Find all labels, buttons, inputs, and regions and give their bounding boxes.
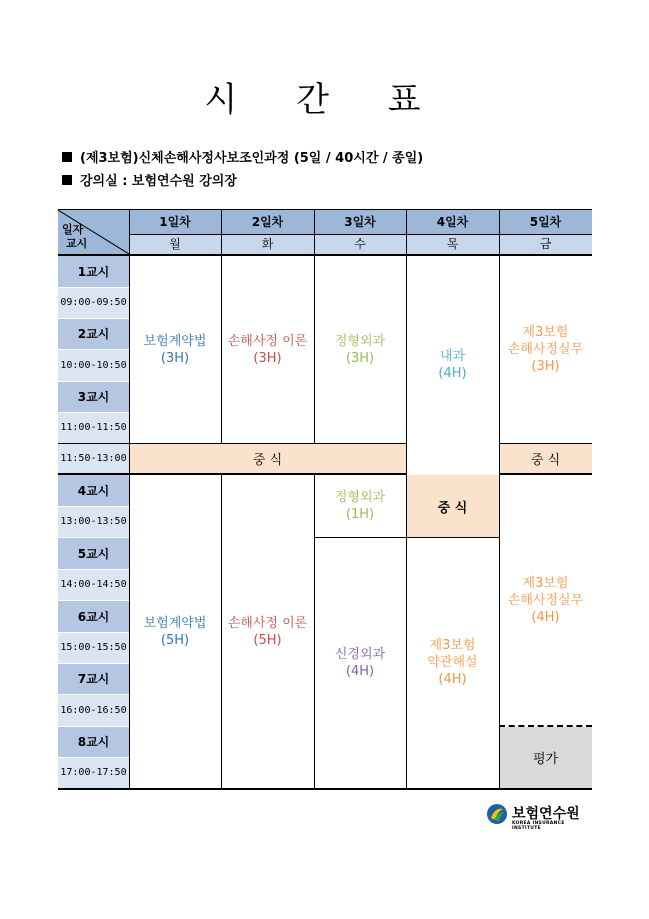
grid-line bbox=[58, 412, 129, 413]
grid-line bbox=[58, 349, 129, 350]
bullet-square-icon bbox=[62, 175, 72, 185]
grid-line bbox=[499, 473, 592, 475]
day-header-1: 1일차 bbox=[129, 210, 221, 234]
day-header-5: 5일차 bbox=[499, 210, 592, 234]
grid-line bbox=[221, 475, 222, 789]
grid-line bbox=[58, 537, 129, 538]
subject-mon-pm bbox=[129, 475, 221, 788]
subject-hours: (3H) bbox=[160, 350, 190, 366]
lunch-fri: 중 식 bbox=[499, 444, 592, 473]
subject-name-1: 제3보험 bbox=[522, 576, 569, 591]
weekday-header-3: 수 bbox=[314, 234, 406, 254]
grid-line bbox=[58, 254, 592, 256]
weekday-header-4: 목 bbox=[406, 234, 499, 254]
logo-subtitle: KOREA INSURANCE INSTITUTE bbox=[512, 821, 565, 831]
grid-line bbox=[58, 506, 129, 507]
grid-line bbox=[221, 210, 222, 444]
subject-name: 손해사정 이론 bbox=[227, 333, 308, 349]
grid-line bbox=[58, 318, 129, 319]
grid-line bbox=[129, 210, 130, 789]
grid-line bbox=[314, 210, 315, 444]
grid-line bbox=[58, 473, 406, 475]
subject-tue-pm bbox=[221, 475, 314, 788]
subject-name-2: 약관해설 bbox=[427, 655, 478, 670]
grid-line bbox=[314, 475, 315, 789]
grid-line bbox=[58, 694, 129, 695]
subject-hours: (4H) bbox=[345, 663, 375, 679]
period-8-label: 8교시 bbox=[58, 726, 129, 757]
evaluation-cell: 평가 bbox=[499, 727, 592, 788]
grid-line bbox=[58, 726, 129, 727]
period-2-label: 2교시 bbox=[58, 318, 129, 349]
grid-line bbox=[58, 381, 129, 382]
subject-name-1: 제3보험 bbox=[522, 325, 569, 340]
page-title: 시 간 표 bbox=[204, 80, 445, 120]
subject-fri-am bbox=[499, 256, 592, 443]
period-4-label: 4교시 bbox=[58, 475, 129, 506]
subject-name-1: 제3보험 bbox=[429, 638, 476, 653]
corner-top-label: 일자 bbox=[62, 223, 84, 236]
period-6-time: 15:00-15:50 bbox=[58, 632, 129, 663]
day-header-2: 2일차 bbox=[221, 210, 314, 234]
subject-hours: (4H) bbox=[438, 672, 467, 687]
institute-logo-icon bbox=[486, 803, 508, 825]
grid-line bbox=[58, 663, 129, 664]
corner-header bbox=[58, 210, 129, 254]
course-info bbox=[62, 147, 423, 166]
grid-line bbox=[58, 569, 129, 570]
subject-hours: (3H) bbox=[345, 350, 375, 366]
subject-name: 정형외과 bbox=[334, 490, 386, 505]
subject-hours: (3H) bbox=[253, 350, 282, 366]
weekday-header-2: 화 bbox=[221, 234, 314, 254]
period-1-time: 09:00-09:50 bbox=[58, 287, 129, 318]
course-name: (제3보험)신체손해사정사보조인과정 (5일 / 40시간 / 종일) bbox=[80, 151, 424, 166]
grid-line bbox=[499, 210, 500, 789]
weekday-header-5: 금 bbox=[499, 234, 592, 254]
subject-hours: (4H) bbox=[438, 365, 467, 381]
subject-name-2: 손해사정실무 bbox=[507, 593, 584, 608]
subject-mon-am bbox=[129, 256, 221, 443]
subject-fri-pm bbox=[499, 475, 592, 726]
subject-name: 내과 bbox=[439, 348, 466, 364]
logo bbox=[486, 803, 590, 829]
subject-hours: (1H) bbox=[345, 507, 375, 522]
period-3-label: 3교시 bbox=[58, 381, 129, 412]
grid-line bbox=[58, 443, 406, 444]
lunch-time: 11:50-13:00 bbox=[58, 444, 129, 473]
subject-name: 손해사정 이론 bbox=[227, 615, 308, 631]
period-8-time: 17:00-17:50 bbox=[58, 757, 129, 788]
grid-line bbox=[129, 234, 592, 235]
grid-line bbox=[499, 443, 592, 444]
grid-line bbox=[58, 788, 592, 790]
period-4-time: 13:00-13:50 bbox=[58, 506, 129, 537]
grid-line bbox=[58, 209, 592, 210]
lunch-thu: 중 식 bbox=[406, 475, 499, 537]
subject-wed-pm bbox=[314, 537, 406, 788]
bullet-square-icon bbox=[62, 152, 72, 162]
period-3-time: 11:00-11:50 bbox=[58, 412, 129, 443]
grid-line bbox=[58, 287, 129, 288]
subject-wed-am bbox=[314, 256, 406, 443]
period-5-time: 14:00-14:50 bbox=[58, 569, 129, 600]
period-2-time: 10:00-10:50 bbox=[58, 349, 129, 381]
subject-name: 신경외과 bbox=[334, 646, 386, 662]
day-header-4: 4일차 bbox=[406, 210, 499, 234]
period-5-label: 5교시 bbox=[58, 537, 129, 569]
day-header-3: 3일차 bbox=[314, 210, 406, 234]
subject-wed-p4 bbox=[314, 475, 406, 537]
subject-tue-am bbox=[221, 256, 314, 443]
corner-bottom-label: 교시 bbox=[66, 237, 88, 250]
grid-line bbox=[58, 600, 129, 601]
logo-name: 보험연수원 bbox=[512, 806, 580, 822]
subject-name: 정형외과 bbox=[334, 333, 386, 349]
period-1-label: 1교시 bbox=[58, 256, 129, 287]
period-7-time: 16:00-16:50 bbox=[58, 694, 129, 726]
grid-line bbox=[58, 757, 129, 758]
subject-thu-pm bbox=[406, 537, 499, 788]
room-name: 강의실 : 보험연수원 강의장 bbox=[80, 174, 237, 189]
subject-hours: (5H) bbox=[253, 632, 282, 648]
dashed-divider bbox=[499, 725, 592, 727]
period-6-label: 6교시 bbox=[58, 600, 129, 632]
room-info bbox=[62, 170, 237, 189]
subject-hours: (5H) bbox=[160, 632, 190, 648]
subject-name-2: 손해사정실무 bbox=[507, 342, 584, 357]
period-7-label: 7교시 bbox=[58, 663, 129, 694]
subject-thu-am bbox=[406, 256, 499, 473]
subject-hours: (3H) bbox=[531, 359, 560, 374]
subject-hours: (4H) bbox=[531, 610, 560, 625]
lunch-mon-wed: 중 식 bbox=[129, 444, 406, 473]
subject-name: 보험계약법 bbox=[143, 615, 207, 631]
subject-name: 보험계약법 bbox=[143, 333, 207, 349]
grid-line bbox=[406, 210, 407, 789]
weekday-header-1: 월 bbox=[129, 234, 221, 254]
grid-line bbox=[58, 632, 129, 633]
